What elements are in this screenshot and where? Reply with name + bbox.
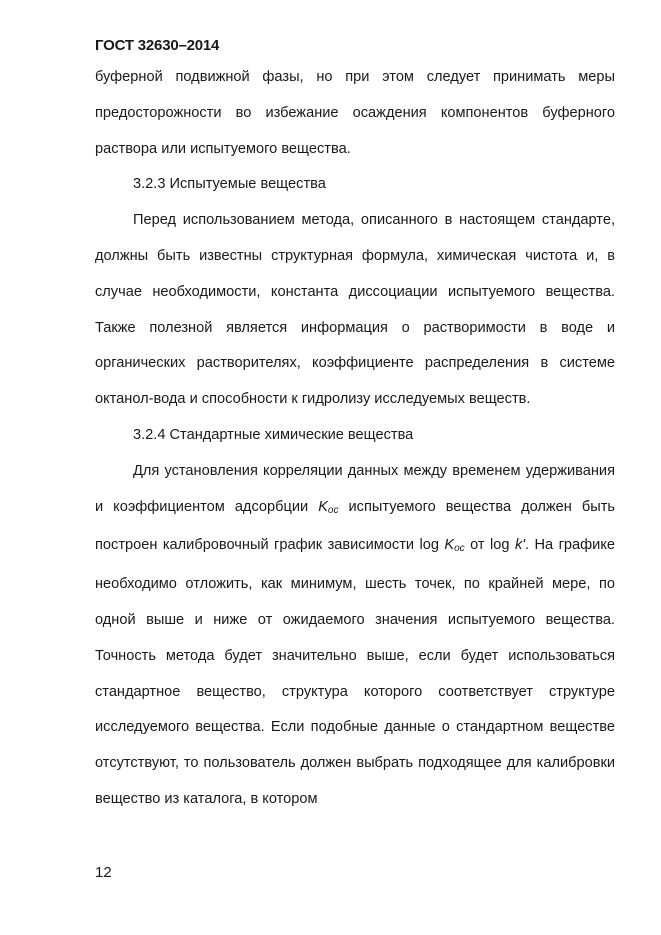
koc-symbol: $K_{oc}$: [444, 537, 465, 555]
text-fragment: от log: [464, 537, 515, 554]
document-header: ГОСТ 32630–2014: [95, 37, 220, 54]
koc-symbol: $K_{oc}$: [318, 498, 339, 516]
text-fragment: Для установления корреляции данных между временем удерживания и коэффициентом адсорбции: [95, 462, 615, 515]
page-number: 12: [95, 864, 112, 881]
paragraph-continued: буферной подвижной фазы, но при этом следует принимать меры предосторожности во избежание осаждения компонентов буферного раствора или испытуемого вещества.: [95, 69, 615, 157]
paragraph-test-substances: Перед использованием метода, описанного в настоящем стандарте, должны быть известны структурная формула, химическая чистота и, в случае необходимости, константа диссоциации испытуемого вещества. Также полезной является информация о растворимости в воде и органических растворителях, коэффициенте распределения в системе октанол-вода и способности к гидролизу исследуемых веществ.: [95, 212, 615, 408]
text-fragment: . На графике необходимо отложить, как минимум, шесть точек, по крайней мере, по одной выше и ниже от ожидаемого значения испытуемого вещества. Точность метода будет значительно выше, если будет использоваться стандартное вещество, структура которого соответствует структуре исследуемого вещества. Если подобные данные о стандартном веществе отсутствуют, то пользователь должен выбрать подходящее для калибровки вещество из каталога, в котором: [95, 537, 615, 807]
section-heading-3-2-3: 3.2.3 Испытуемые вещества: [133, 176, 326, 193]
section-heading-3-2-4: 3.2.4 Стандартные химические вещества: [133, 426, 414, 443]
paragraph-reference-substances: [95, 454, 615, 818]
text-fragment: испытуемого вещества должен быть построен калибровочный график зависимости log: [95, 498, 615, 554]
k-prime-symbol: k': [514, 537, 526, 554]
document-body: [95, 60, 615, 818]
